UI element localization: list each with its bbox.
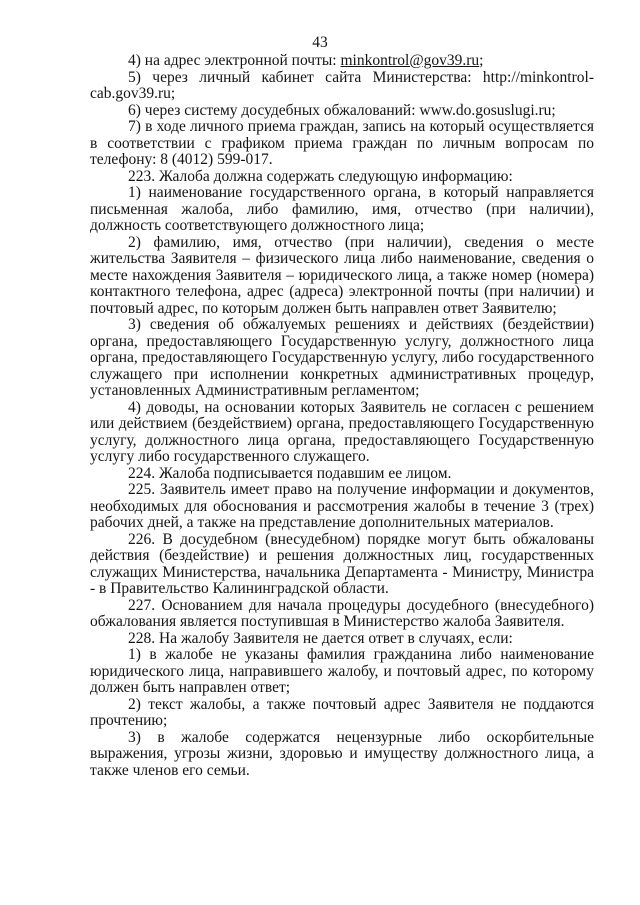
document-body [90,53,594,779]
paragraph-personal-cabinet: 5) через личный кабинет сайта Министерства: http://minkontrol-cab.gov39.ru; [90,68,594,102]
paragraph-personal-reception: 7) в ходе личного приема граждан, запись на который осуществляется в соответствии с графиком приема граждан по личным вопросам по телефону: 8 (4012) 599-017. [90,118,594,168]
paragraph-text: 4) на адрес электронной почты: [128,52,341,69]
email-link[interactable]: minkontrol@gov39.ru [340,52,480,69]
paragraph-225: 225. Заявитель имеет право на получение информации и документов, необходимых для обоснования и рассмотрения жалобы в течение 3 (трех) рабочих дней, а также на представление дополнительных материалов. [90,481,594,531]
paragraph-pretrial-system: 6) через систему досудебных обжалований: www.do.gosuslugi.ru; [128,101,556,119]
paragraph-223-item-1: 1) наименование государственного органа, в который направляется письменная жалоба, либо фамилию, имя, отчество (при наличии), должность соответствующего должностного лица; [90,184,594,234]
paragraph-228-item-1: 1) в жалобе не указаны фамилия гражданина либо наименование юридического лица, направившего жалобу, и почтовый адрес, по которому должен быть направлен ответ; [90,646,594,696]
paragraph-text: ; [479,52,484,69]
paragraph-227: 227. Основанием для начала процедуры досудебного (внесудебного) обжалования является поступившая в Министерство жалоба Заявителя. [90,596,594,630]
paragraph-228: 228. На жалобу Заявителя не дается ответ в случаях, если: [128,629,513,647]
paragraph-223-item-3: 3) сведения об обжалуемых решениях и действиях (бездействии) органа, предоставляющего Государственную услугу, должностного лица органа, предоставляющего Государственную услугу, либо государственного служащего при исполнении конкретных административных процедур, установленных Административным регламентом; [90,316,594,399]
paragraph-223-item-2: 2) фамилию, имя, отчество (при наличии), сведения о месте жительства Заявителя – физического лица либо наименование, сведения о месте нахождения Заявителя – юридического лица, а также номер (номера) контактного телефона, адрес (адреса) электронной почты (при наличии) и почтовый адрес, по которым должен быть направлен ответ Заявителю; [90,233,594,317]
paragraph-228-item-3: 3) в жалобе содержатся нецензурные либо оскорбительные выражения, угрозы жизни, здоровью и имуществу должностного лица, а также членов его семьи. [90,728,594,779]
paragraph-226: 226. В досудебном (внесудебном) порядке могут быть обжалованы действия (бездействие) и решения должностных лиц, государственных служащих Министерства, начальника Департамента - Министру, Министра - в Правительство Калининградской области. [90,530,594,597]
paragraph-223: 223. Жалоба должна содержать следующую информацию: [128,167,513,185]
paragraph-223-item-4: 4) доводы, на основании которых Заявитель не согласен с решением или действием (бездействием) органа, предоставляющего Государственную услугу, должностного лица органа, предоставляющего Государственную услугу либо государственного служащего. [90,398,594,465]
paragraph-224: 224. Жалоба подписывается подавшим ее лицом. [128,464,452,482]
paragraph-228-item-2: 2) текст жалобы, а также почтовый адрес Заявителя не поддаются прочтению; [90,695,594,729]
paragraph-email-channel [90,53,594,70]
page-number: 43 [312,34,328,51]
